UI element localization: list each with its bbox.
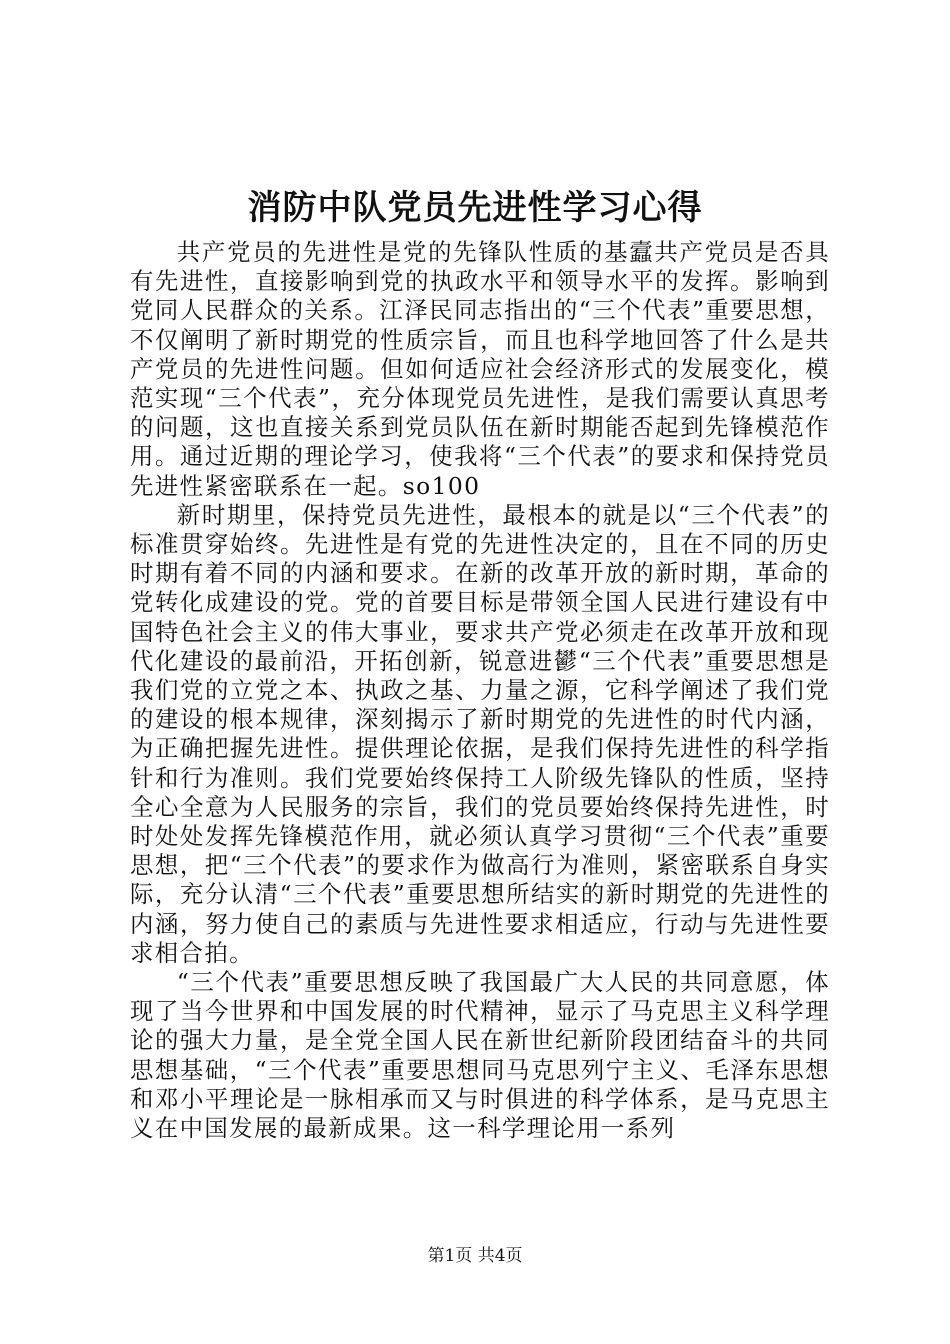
paragraph: 新时期里，保持党员先进性，最根本的就是以“三个代表”的标准贯穿始终。先进性是有党的先进性决定的，且在不同的历史时期有着不同的内涵和要求。在新的改革开放的新时期，革命的党转化成建设的党。党的首要目标是带领全国人民进行建设有中国特色社会主义的伟大事业，要求共产党必须走在改革开放和现代化建设的最前沿，开拓创新，锐意进鬰“三个代表”重要思想是我们党的立党之本、执政之基、力量之源，它科学阐述了我们党的建设的根本规律，深刻揭示了新时期党的先进性的时代内涵，为正确把握先进性。提供理论依据，是我们保持先进性的科学指针和行为准则。我们党要始终保持工人阶级先锋队的性质，坚持全心全意为人民服务的宗旨，我们的党员要始终保持先进性，时时处处发挥先锋模范作用，就必须认真学习贯彻“三个代表”重要思想，把“三个代表”的要求作为做高行为准则，紧密联系自身实际，充分认清“三个代表”重要思想所结实的新时期党的先进性的内涵，努力使自己的素质与先进性要求相适应，行动与先进性要求相合拍。 <box>130 500 830 967</box>
paragraph: 共产党员的先进性是党的先锋队性质的基蠧共产党员是否具有先进性，直接影响到党的执政水平和领导水平的发挥。影响到党同人民群众的关系。江泽民同志指出的“三个代表”重要思想，不仅阐明了新时期党的性质宗旨，而且也科学地回答了什么是共产党员的先进性问题。但如何适应社会经济形式的发展变化，模范实现“三个代表”，充分体现党员先进性，是我们需要认真思考的问题，这也直接关系到党员队伍在新时期能否起到先锋模范作用。通过近期的理论学习，使我将“三个代表”的要求和保持党员先进性紧密联系在一起。so100 <box>130 238 830 500</box>
paragraph: “三个代表”重要思想反映了我国最广大人民的共同意愿，体现了当今世界和中国发展的时代精神，显示了马克思主义科学理论的强大力量，是全党全国人民在新世纪新阶段团结奋斗的共同思想基础，“三个代表”重要思想同马克思列宁主义、毛泽东思想和邓小平理论是一脉相承而又与时俱进的科学体系，是马克思主义在中国发展的最新成果。这一科学理论用一系列 <box>130 968 830 1143</box>
page-number-footer: 第1页 共4页 <box>427 1246 523 1266</box>
document-body <box>130 238 830 1143</box>
document-title: 消防中队党员先进性学习心得 <box>247 188 703 228</box>
